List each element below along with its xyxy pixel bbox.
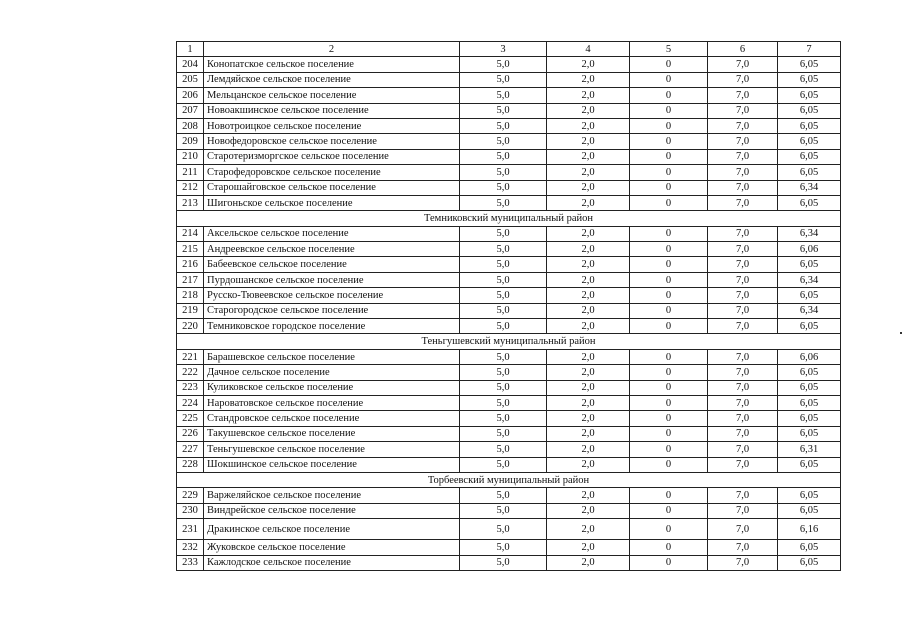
- col-4-value: 2,0: [547, 540, 630, 555]
- col-5-value: 0: [630, 149, 708, 164]
- col-7-value: 6,05: [778, 88, 841, 103]
- table-row: [177, 519, 841, 540]
- row-number: 206: [177, 88, 204, 103]
- table-row: [177, 257, 841, 272]
- col-4-value: 2,0: [547, 411, 630, 426]
- table-row: [177, 165, 841, 180]
- settlement-name: Шокшинское сельское поселение: [204, 457, 460, 472]
- row-number: 224: [177, 395, 204, 410]
- scan-speck: [900, 332, 902, 334]
- row-number: 231: [177, 519, 204, 540]
- settlement-name: Нароватовское сельское поселение: [204, 395, 460, 410]
- row-number: 208: [177, 118, 204, 133]
- table-row: [177, 134, 841, 149]
- col-5-value: 0: [630, 457, 708, 472]
- col-6-value: 7,0: [708, 118, 778, 133]
- col-3-value: 5,0: [460, 88, 547, 103]
- col-3-value: 5,0: [460, 395, 547, 410]
- col-3-value: 5,0: [460, 488, 547, 503]
- col-5-value: 0: [630, 303, 708, 318]
- col-7-value: 6,34: [778, 272, 841, 287]
- table-row: [177, 365, 841, 380]
- col-5-value: 0: [630, 272, 708, 287]
- col-5-value: 0: [630, 380, 708, 395]
- col-4-value: 2,0: [547, 365, 630, 380]
- col-4-value: 2,0: [547, 195, 630, 210]
- col-4-value: 2,0: [547, 149, 630, 164]
- col-5-value: 0: [630, 519, 708, 540]
- row-number: 216: [177, 257, 204, 272]
- col-3-value: 5,0: [460, 349, 547, 364]
- row-number: 205: [177, 72, 204, 87]
- district-header-row: [177, 211, 841, 226]
- col-3-value: 5,0: [460, 165, 547, 180]
- col-7-value: 6,05: [778, 165, 841, 180]
- row-number: 204: [177, 57, 204, 72]
- col-3-value: 5,0: [460, 380, 547, 395]
- row-number: 221: [177, 349, 204, 364]
- col-4-value: 2,0: [547, 380, 630, 395]
- settlement-name: Шигоньское сельское поселение: [204, 195, 460, 210]
- settlement-name: Пурдошанское сельское поселение: [204, 272, 460, 287]
- col-4-value: 2,0: [547, 72, 630, 87]
- table-row: [177, 488, 841, 503]
- table-row: [177, 319, 841, 334]
- row-number: 232: [177, 540, 204, 555]
- data-table: [176, 41, 841, 571]
- col-7-value: 6,05: [778, 488, 841, 503]
- col-3-value: 5,0: [460, 288, 547, 303]
- col-5-value: 0: [630, 555, 708, 570]
- table-row: [177, 540, 841, 555]
- row-number: 211: [177, 165, 204, 180]
- col-5-value: 0: [630, 165, 708, 180]
- table-header-row: [177, 42, 841, 57]
- table-row: [177, 242, 841, 257]
- col-3-value: 5,0: [460, 226, 547, 241]
- col-3-value: 5,0: [460, 134, 547, 149]
- settlement-name: Лемдяйское сельское поселение: [204, 72, 460, 87]
- col-6-value: 7,0: [708, 503, 778, 518]
- col-4-value: 2,0: [547, 180, 630, 195]
- col-5-value: 0: [630, 57, 708, 72]
- column-header: 5: [630, 42, 708, 57]
- col-4-value: 2,0: [547, 488, 630, 503]
- col-3-value: 5,0: [460, 103, 547, 118]
- col-6-value: 7,0: [708, 303, 778, 318]
- settlement-name: Старофедоровское сельское поселение: [204, 165, 460, 180]
- col-6-value: 7,0: [708, 257, 778, 272]
- settlement-name: Дачное сельское поселение: [204, 365, 460, 380]
- row-number: 212: [177, 180, 204, 195]
- settlement-name: Старошайговское сельское поселение: [204, 180, 460, 195]
- row-number: 223: [177, 380, 204, 395]
- table-row: [177, 426, 841, 441]
- col-3-value: 5,0: [460, 457, 547, 472]
- settlement-name: Дракинское сельское поселение: [204, 519, 460, 540]
- settlement-name: Варжеляйское сельское поселение: [204, 488, 460, 503]
- table-row: [177, 226, 841, 241]
- table-row: [177, 349, 841, 364]
- col-5-value: 0: [630, 72, 708, 87]
- col-7-value: 6,05: [778, 380, 841, 395]
- col-6-value: 7,0: [708, 519, 778, 540]
- col-6-value: 7,0: [708, 319, 778, 334]
- table-row: [177, 555, 841, 570]
- table-row: [177, 72, 841, 87]
- row-number: 219: [177, 303, 204, 318]
- settlement-name: Новоакшинское сельское поселение: [204, 103, 460, 118]
- col-6-value: 7,0: [708, 103, 778, 118]
- table-row: [177, 118, 841, 133]
- col-7-value: 6,05: [778, 395, 841, 410]
- table-row: [177, 180, 841, 195]
- col-6-value: 7,0: [708, 395, 778, 410]
- col-5-value: 0: [630, 195, 708, 210]
- table-row: [177, 380, 841, 395]
- col-3-value: 5,0: [460, 118, 547, 133]
- row-number: 222: [177, 365, 204, 380]
- table-body: [177, 42, 841, 571]
- col-7-value: 6,05: [778, 134, 841, 149]
- col-7-value: 6,34: [778, 226, 841, 241]
- table-row: [177, 88, 841, 103]
- district-title: Теньгушевский муниципальный район: [177, 334, 841, 349]
- row-number: 207: [177, 103, 204, 118]
- col-7-value: 6,05: [778, 457, 841, 472]
- col-7-value: 6,05: [778, 118, 841, 133]
- col-5-value: 0: [630, 540, 708, 555]
- district-header-row: [177, 334, 841, 349]
- table-row: [177, 395, 841, 410]
- col-4-value: 2,0: [547, 303, 630, 318]
- col-4-value: 2,0: [547, 134, 630, 149]
- col-6-value: 7,0: [708, 272, 778, 287]
- col-3-value: 5,0: [460, 555, 547, 570]
- col-4-value: 2,0: [547, 442, 630, 457]
- col-6-value: 7,0: [708, 349, 778, 364]
- col-7-value: 6,34: [778, 303, 841, 318]
- col-6-value: 7,0: [708, 242, 778, 257]
- col-3-value: 5,0: [460, 180, 547, 195]
- table-row: [177, 57, 841, 72]
- settlement-name: Андреевское сельское поселение: [204, 242, 460, 257]
- col-5-value: 0: [630, 180, 708, 195]
- row-number: 214: [177, 226, 204, 241]
- col-3-value: 5,0: [460, 257, 547, 272]
- col-5-value: 0: [630, 488, 708, 503]
- col-3-value: 5,0: [460, 57, 547, 72]
- col-3-value: 5,0: [460, 242, 547, 257]
- col-4-value: 2,0: [547, 242, 630, 257]
- col-6-value: 7,0: [708, 365, 778, 380]
- col-3-value: 5,0: [460, 540, 547, 555]
- col-4-value: 2,0: [547, 555, 630, 570]
- district-header-row: [177, 472, 841, 487]
- col-7-value: 6,34: [778, 180, 841, 195]
- col-6-value: 7,0: [708, 288, 778, 303]
- col-7-value: 6,05: [778, 540, 841, 555]
- col-4-value: 2,0: [547, 226, 630, 241]
- settlement-name: Теньгушевское сельское поселение: [204, 442, 460, 457]
- table-row: [177, 195, 841, 210]
- col-4-value: 2,0: [547, 319, 630, 334]
- col-5-value: 0: [630, 288, 708, 303]
- row-number: 210: [177, 149, 204, 164]
- row-number: 229: [177, 488, 204, 503]
- col-7-value: 6,05: [778, 411, 841, 426]
- settlement-name: Старотеризморгское сельское поселение: [204, 149, 460, 164]
- settlement-name: Барашевское сельское поселение: [204, 349, 460, 364]
- col-5-value: 0: [630, 226, 708, 241]
- col-7-value: 6,05: [778, 149, 841, 164]
- settlement-name: Мельцанское сельское поселение: [204, 88, 460, 103]
- settlement-name: Конопатское сельское поселение: [204, 57, 460, 72]
- col-4-value: 2,0: [547, 88, 630, 103]
- column-header: 3: [460, 42, 547, 57]
- col-6-value: 7,0: [708, 195, 778, 210]
- col-4-value: 2,0: [547, 57, 630, 72]
- col-5-value: 0: [630, 118, 708, 133]
- row-number: 230: [177, 503, 204, 518]
- col-4-value: 2,0: [547, 395, 630, 410]
- col-5-value: 0: [630, 442, 708, 457]
- col-4-value: 2,0: [547, 257, 630, 272]
- col-7-value: 6,05: [778, 319, 841, 334]
- col-4-value: 2,0: [547, 349, 630, 364]
- col-3-value: 5,0: [460, 426, 547, 441]
- col-6-value: 7,0: [708, 380, 778, 395]
- settlement-name: Кажлодское сельское поселение: [204, 555, 460, 570]
- col-6-value: 7,0: [708, 57, 778, 72]
- row-number: 218: [177, 288, 204, 303]
- col-7-value: 6,05: [778, 72, 841, 87]
- row-number: 233: [177, 555, 204, 570]
- col-4-value: 2,0: [547, 272, 630, 287]
- row-number: 213: [177, 195, 204, 210]
- table-row: [177, 149, 841, 164]
- col-4-value: 2,0: [547, 165, 630, 180]
- col-3-value: 5,0: [460, 411, 547, 426]
- col-7-value: 6,05: [778, 288, 841, 303]
- col-6-value: 7,0: [708, 411, 778, 426]
- col-6-value: 7,0: [708, 165, 778, 180]
- table-row: [177, 442, 841, 457]
- settlement-name: Новофедоровское сельское поселение: [204, 134, 460, 149]
- settlement-name: Жуковское сельское поселение: [204, 540, 460, 555]
- col-4-value: 2,0: [547, 103, 630, 118]
- column-header: 2: [204, 42, 460, 57]
- col-5-value: 0: [630, 395, 708, 410]
- col-3-value: 5,0: [460, 303, 547, 318]
- column-header: 4: [547, 42, 630, 57]
- col-4-value: 2,0: [547, 118, 630, 133]
- row-number: 215: [177, 242, 204, 257]
- settlement-name: Куликовское сельское поселение: [204, 380, 460, 395]
- col-5-value: 0: [630, 242, 708, 257]
- col-7-value: 6,31: [778, 442, 841, 457]
- settlement-name: Старогородское сельское поселение: [204, 303, 460, 318]
- col-7-value: 6,16: [778, 519, 841, 540]
- col-7-value: 6,05: [778, 555, 841, 570]
- col-7-value: 6,05: [778, 365, 841, 380]
- col-3-value: 5,0: [460, 272, 547, 287]
- col-6-value: 7,0: [708, 555, 778, 570]
- table-row: [177, 503, 841, 518]
- col-7-value: 6,05: [778, 103, 841, 118]
- settlement-name: Аксельское сельское поселение: [204, 226, 460, 241]
- col-3-value: 5,0: [460, 319, 547, 334]
- col-6-value: 7,0: [708, 88, 778, 103]
- col-7-value: 6,05: [778, 257, 841, 272]
- column-header: 7: [778, 42, 841, 57]
- col-6-value: 7,0: [708, 540, 778, 555]
- col-6-value: 7,0: [708, 457, 778, 472]
- table-row: [177, 103, 841, 118]
- col-7-value: 6,05: [778, 503, 841, 518]
- table-row: [177, 411, 841, 426]
- col-5-value: 0: [630, 134, 708, 149]
- col-5-value: 0: [630, 426, 708, 441]
- col-5-value: 0: [630, 365, 708, 380]
- col-3-value: 5,0: [460, 72, 547, 87]
- col-6-value: 7,0: [708, 149, 778, 164]
- row-number: 228: [177, 457, 204, 472]
- settlement-name: Темниковское городское поселение: [204, 319, 460, 334]
- col-4-value: 2,0: [547, 503, 630, 518]
- row-number: 225: [177, 411, 204, 426]
- col-5-value: 0: [630, 319, 708, 334]
- row-number: 226: [177, 426, 204, 441]
- column-header: 1: [177, 42, 204, 57]
- col-6-value: 7,0: [708, 442, 778, 457]
- col-3-value: 5,0: [460, 365, 547, 380]
- col-3-value: 5,0: [460, 503, 547, 518]
- table-row: [177, 457, 841, 472]
- col-7-value: 6,05: [778, 57, 841, 72]
- settlement-name: Виндрейское сельское поселение: [204, 503, 460, 518]
- col-4-value: 2,0: [547, 288, 630, 303]
- col-5-value: 0: [630, 349, 708, 364]
- col-4-value: 2,0: [547, 457, 630, 472]
- col-3-value: 5,0: [460, 442, 547, 457]
- district-title: Торбеевский муниципальный район: [177, 472, 841, 487]
- col-5-value: 0: [630, 411, 708, 426]
- col-6-value: 7,0: [708, 72, 778, 87]
- col-7-value: 6,06: [778, 242, 841, 257]
- col-7-value: 6,06: [778, 349, 841, 364]
- col-6-value: 7,0: [708, 226, 778, 241]
- table-row: [177, 288, 841, 303]
- col-4-value: 2,0: [547, 426, 630, 441]
- settlement-name: Новотроицкое сельское поселение: [204, 118, 460, 133]
- row-number: 227: [177, 442, 204, 457]
- col-7-value: 6,05: [778, 426, 841, 441]
- col-5-value: 0: [630, 103, 708, 118]
- district-title: Темниковский муниципальный район: [177, 211, 841, 226]
- col-5-value: 0: [630, 88, 708, 103]
- row-number: 220: [177, 319, 204, 334]
- settlement-name: Такушевское сельское поселение: [204, 426, 460, 441]
- settlement-name: Русско-Тювеевское сельское поселение: [204, 288, 460, 303]
- col-6-value: 7,0: [708, 426, 778, 441]
- settlement-name: Стандровское сельское поселение: [204, 411, 460, 426]
- row-number: 209: [177, 134, 204, 149]
- col-6-value: 7,0: [708, 134, 778, 149]
- col-6-value: 7,0: [708, 180, 778, 195]
- column-header: 6: [708, 42, 778, 57]
- col-3-value: 5,0: [460, 519, 547, 540]
- col-4-value: 2,0: [547, 519, 630, 540]
- col-3-value: 5,0: [460, 149, 547, 164]
- settlement-name: Бабеевское сельское поселение: [204, 257, 460, 272]
- col-5-value: 0: [630, 503, 708, 518]
- table-row: [177, 303, 841, 318]
- col-7-value: 6,05: [778, 195, 841, 210]
- table-row: [177, 272, 841, 287]
- row-number: 217: [177, 272, 204, 287]
- col-5-value: 0: [630, 257, 708, 272]
- col-6-value: 7,0: [708, 488, 778, 503]
- col-3-value: 5,0: [460, 195, 547, 210]
